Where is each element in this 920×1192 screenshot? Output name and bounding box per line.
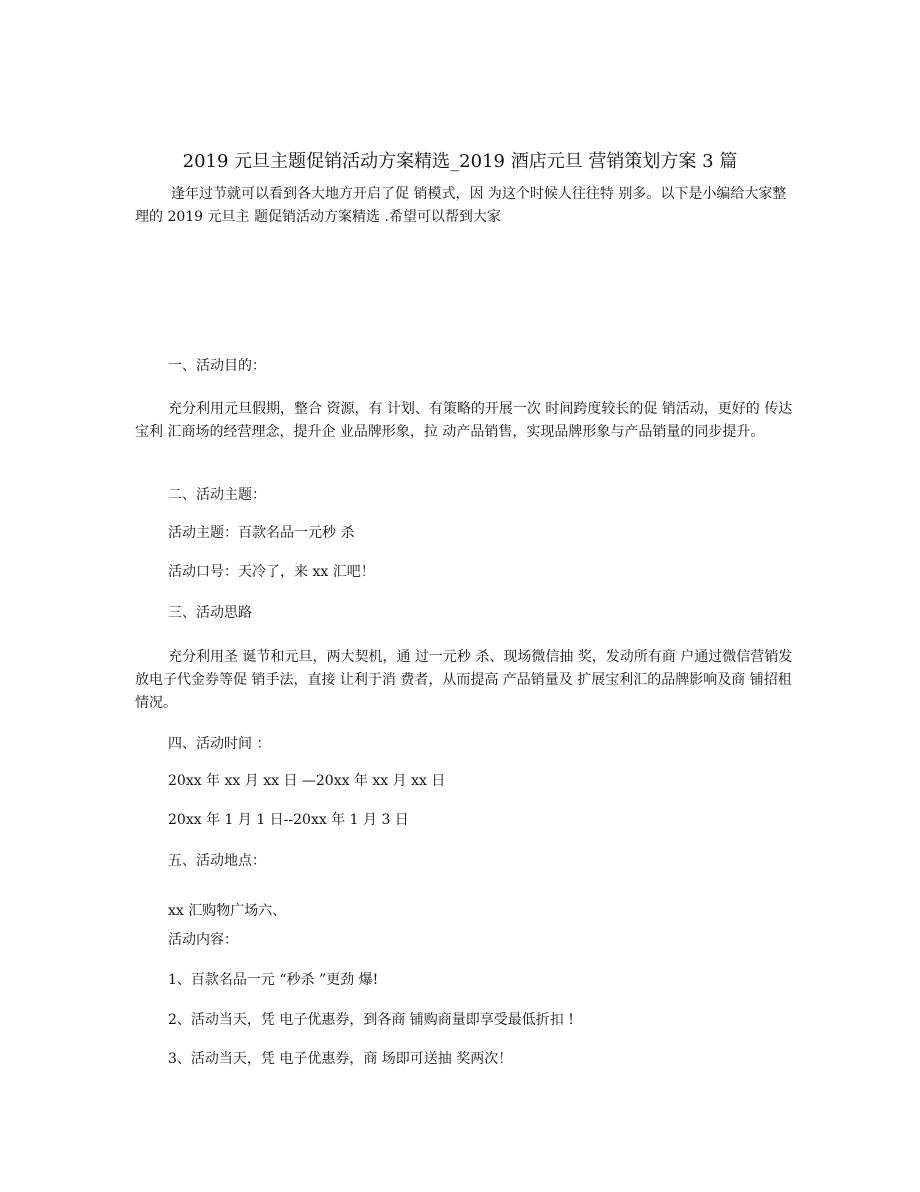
purpose-paragraph: 充分利用元旦假期，整合 资源，有 计划、有策略的开展一次 时间跨度较长的促 销活动，更好的 传达宝利 汇商场的经营理念，提升企 业品牌形象，拉 动产品销售，实现品牌形象与产品销量的同步提升。	[135, 401, 793, 440]
slogan-line: 活动口号：天冷了，来 xx 汇吧！	[168, 564, 375, 580]
section-heading-time: 四、活动时间 ：	[168, 736, 271, 752]
time-line-1: 20xx 年 xx 月 xx 日 —20xx 年 xx 月 xx 日	[168, 773, 446, 789]
content-item-3: 3、活动当天，凭 电子优惠券，商 场即可送抽 奖两次！	[168, 1051, 513, 1067]
section-heading-theme: 二、活动主题：	[168, 487, 266, 503]
approach-paragraph: 充分利用圣 诞节和元旦，两大契机，通 过一元秒 杀、现场微信抽 奖，发动所有商 户通过微信营销发 放电子代金券等促 销手法，直接 让利于消 费者，从而提高 产品销量及 扩展宝利汇的品牌影响及商 铺招租情况。	[135, 649, 793, 711]
content-item-1: 1、百款名品一元 “秒杀 ”更劲 爆!	[168, 972, 379, 988]
location-line: xx 汇购物广场六、	[168, 903, 287, 919]
content-item-2: 2、活动当天，凭 电子优惠券，到各商 铺购商量即享受最低折扣 !	[168, 1012, 574, 1028]
section-heading-approach: 三、活动思路	[168, 605, 252, 621]
theme-line: 活动主题：百款名品一元秒 杀	[168, 525, 355, 541]
section-heading-location: 五、活动地点：	[168, 853, 266, 869]
section-heading-purpose: 一、活动目的：	[168, 358, 266, 374]
intro-paragraph: 逢年过节就可以看到各大地方开启了促 销模式，因 为这个时候人往往特 别多。以下是小编给大家整理的 2019 元旦主 题促销活动方案精选 .希望可以帮到大家	[135, 186, 787, 225]
document-title: 2019 元旦主题促销活动方案精选_2019 酒店元旦 营销策划方案 3 篇	[182, 151, 738, 172]
time-line-2: 20xx 年 1 月 1 日--20xx 年 1 月 3 日	[168, 812, 409, 828]
section-heading-content: 活动内容：	[168, 932, 238, 948]
